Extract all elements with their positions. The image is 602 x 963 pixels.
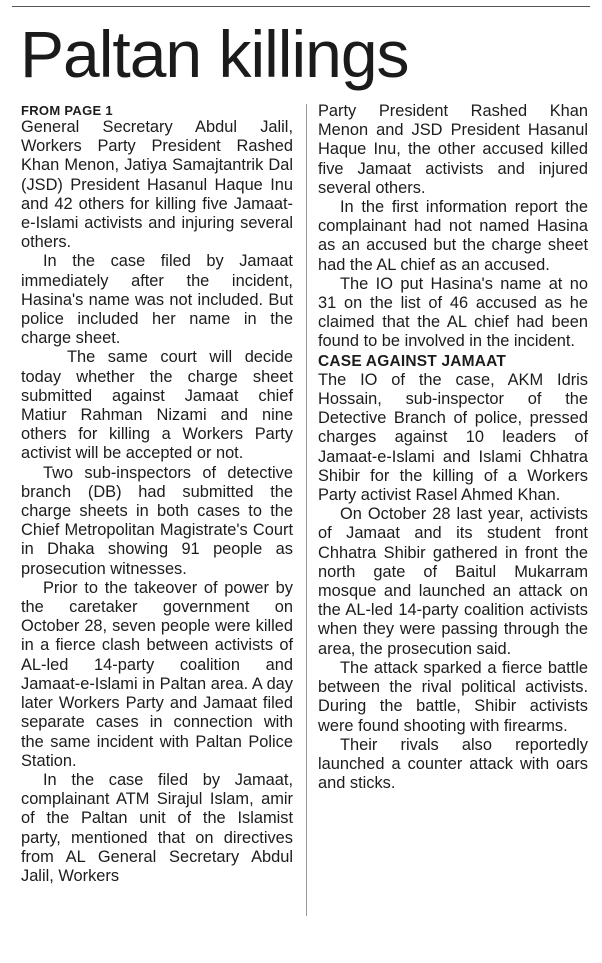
paragraph: Party President Rashed Khan Menon and JSD President Hasanul Haque Inu, the other accused killed five Jamaat activists and injured several others. <box>318 102 588 197</box>
paragraph: On October 28 last year, activists of Jamaat and its student front Chhatra Shibir gathered in front the north gate of Baitul Mukarram mosque and launched an attack on the AL-led 14-party coalition activists when they were passing through the area, the prosecution said. <box>318 505 588 658</box>
section-subhead: CASE AGAINST JAMAAT <box>318 352 507 370</box>
paragraph: The IO of the case, AKM Idris Hossain, sub-inspector of the Detective Branch of police, pressed charges against 10 leaders of Jamaat-e-Islami and Islami Chhatra Shibir for the killing of a Workers Party activist Rasel Ahmed Khan. <box>318 370 588 505</box>
paragraph: General Secretary Abdul Jalil, Workers Party President Rashed Khan Menon, Jatiya Samajtantrik Dal (JSD) President Hasanul Haque Inu and 42 others for killing five Jamaat-e-Islami activists and injuring several others. <box>21 118 293 252</box>
top-rule <box>12 6 590 7</box>
paragraph: In the case filed by Jamaat, complainant ATM Sirajul Islam, amir of the Paltan unit of the Islamist party, mentioned that on directives from AL General Secretary Abdul Jalil, Workers <box>21 770 293 885</box>
paragraph: Their rivals also reportedly launched a counter attack with oars and sticks. <box>318 735 588 793</box>
paragraph: In the case filed by Jamaat immediately after the incident, Hasina's name was not included. But police included her name in the charge sheet. <box>21 252 293 348</box>
paragraph: The attack sparked a fierce battle between the rival political activists. During the battle, Shibir activists were found shooting with firearms. <box>318 658 588 735</box>
paragraph: Prior to the takeover of power by the caretaker government on October 28, seven people were killed in a fierce clash between activists of AL-led 14-party coalition and Jamaat-e-Islami in Paltan area. A day later Workers Party and Jamaat filed separate cases in connection with the same incident with Paltan Police Station. <box>21 578 293 770</box>
column-divider <box>306 104 307 916</box>
article-column-left <box>21 102 293 886</box>
paragraph: The same court will decide today whether the charge sheet submitted against Jamaat chief Matiur Rahman Nizami and nine others for killing a Workers Party activist will be accepted or not. <box>21 348 293 463</box>
paragraph: The IO put Hasina's name at no 31 on the list of 46 accused as he claimed that the AL chief had been found to be involved in the incident. <box>318 274 588 351</box>
continuation-kicker: FROM PAGE 1 <box>21 103 113 118</box>
headline: Paltan killings <box>20 17 409 91</box>
paragraph: Two sub-inspectors of detective branch (DB) had submitted the charge sheets in both cases to the Chief Metropolitan Magistrate's Court in Dhaka showing 91 people as prosecution witnesses. <box>21 463 293 578</box>
article-column-right <box>318 102 588 793</box>
paragraph: In the first information report the complainant had not named Hasina as an accused but the charge sheet had the AL chief as an accused. <box>318 198 588 274</box>
